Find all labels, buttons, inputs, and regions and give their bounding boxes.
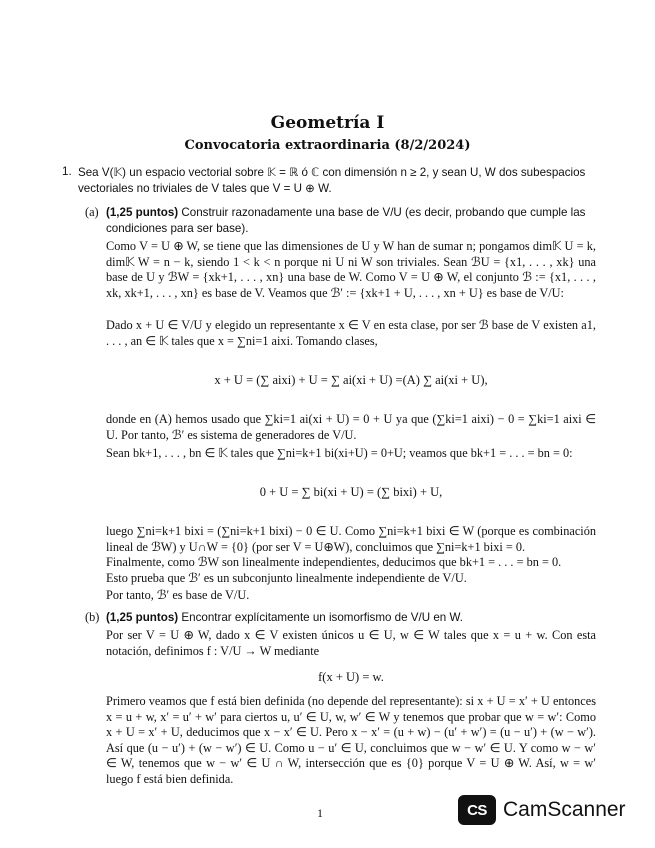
- part-b-paragraph-1: Por ser V = U ⊕ W, dado x ∈ V existen únicos u ∈ U, w ∈ W tales que x = u + w. Con esta notación, definimos f : V/U → W mediante: [106, 628, 596, 658]
- problem-statement: Sea V(𝕂) un espacio vectorial sobre 𝕂 = ℝ ó ℂ con dimensión n ≥ 2, y sean U, W dos subespacios vectoriales no triviales de V tales que V = U ⊕ W.: [78, 166, 586, 195]
- part-a-equation-2: 0 + U = ∑ bi(xi + U) = (∑ bixi) + U,: [259, 485, 443, 499]
- camscanner-logo-icon: CS: [458, 795, 496, 825]
- page-number: 1: [317, 806, 323, 820]
- part-a-label: (a): [85, 205, 99, 219]
- part-a-paragraph-3: donde en (A) hemos usado que ∑ki=1 ai(xi + U) = 0 + U ya que (∑ki=1 aixi) − 0 = ∑ki=1 aixi ∈ U. Por tanto, ℬ′ es sistema de generadores de V/U.: [106, 412, 596, 442]
- part-a-paragraph-1: Como V = U ⊕ W, se tiene que las dimensiones de U y W han de sumar n; pongamos dim𝕂 U = k, dim𝕂 W = n − k, siendo 1 < k < n porque ni U ni W son triviales. Sean ℬU = {x1, . . . , xk} una base de U y ℬW = {xk+1, . . . , xn} una base de W. Como V = U ⊕ W, el conjunto ℬ := {x1, . . . , xk, xk+1, . . . , xn} es base de V. Veamos que ℬ′ := {xk+1 + U, . . . , xn + U} es base de V/U:: [106, 239, 596, 300]
- part-a-paragraph-7: Esto prueba que ℬ′ es un subconjunto linealmente independiente de V/U.: [106, 571, 467, 585]
- document-subtitle: Convocatoria extraordinaria (8/2/2024): [184, 138, 471, 153]
- part-b-label: (b): [85, 610, 100, 624]
- part-b-paragraph-2: Primero veamos que f está bien definida (no depende del representante): si x + U = x′ + U entonces x = u + w, x′ = u′ + w′ para ciertos u, u′ ∈ U, w, w′ ∈ W y tenemos que probar que w = w′: Como x + U = x′ + U, deducimos que x − x′ ∈ U. Pero x − x′ = (u + w) − (u′ + w′) = (u − u′) + (w − w′). Así que (u − u′) + (w − w′) ∈ U. Como u − u′ ∈ U, concluimos que w − w′ ∈ U. Y como w − w′ ∈ W, tenemos que w − w′ ∈ U ∩ W, intersección que es {0} porque V = U ⊕ W. Así, w = w′ luego f está bien definida.: [106, 694, 596, 786]
- part-a-equation-1: x + U = (∑ aixi) + U = ∑ ai(xi + U) =(A) ∑ ai(xi + U),: [214, 373, 488, 387]
- document-title: Geometría I: [270, 113, 385, 133]
- camscanner-brand-text: CamScanner: [503, 798, 626, 821]
- part-a-paragraph-8: Por tanto, ℬ′ es base de V/U.: [106, 588, 250, 602]
- part-b-prompt-text: Encontrar explícitamente un isomorfismo de V/U en W.: [181, 611, 463, 624]
- camscanner-watermark: [458, 790, 648, 830]
- part-a-paragraph-6: Finalmente, como ℬW son linealmente independientes, deducimos que bk+1 = . . . = bn = 0.: [106, 555, 562, 569]
- part-a-paragraph-2: Dado x + U ∈ V/U y elegido un representante x ∈ V en esta clase, por ser ℬ base de V existen a1, . . . , an ∈ 𝕂 tales que x = ∑ni=1 aixi. Tomando clases,: [106, 318, 596, 348]
- part-b-equation: f(x + U) = w.: [318, 670, 384, 684]
- problem-number: 1.: [62, 165, 72, 178]
- part-a-points: (1,25 puntos): [106, 206, 179, 219]
- part-a-prompt-text: Construir razonadamente una base de V/U (es decir, probando que cumple las condiciones para ser base).: [106, 206, 586, 235]
- part-b-prompt: [106, 610, 596, 626]
- part-a-paragraph-5: luego ∑ni=k+1 bixi = (∑ni=k+1 bixi) − 0 ∈ U. Como ∑ni=k+1 bixi ∈ W (porque es combinación lineal de ℬW) y U∩W = {0} (por ser V = U⊕W), concluimos que ∑ni=k+1 bixi = 0.: [106, 524, 596, 554]
- part-b-points: (1,25 puntos): [106, 611, 179, 624]
- part-a-prompt: [106, 205, 596, 237]
- part-a-paragraph-4: Sean bk+1, . . . , bn ∈ 𝕂 tales que ∑ni=k+1 bi(xi+U) = 0+U; veamos que bk+1 = . . . = bn = 0:: [106, 446, 573, 460]
